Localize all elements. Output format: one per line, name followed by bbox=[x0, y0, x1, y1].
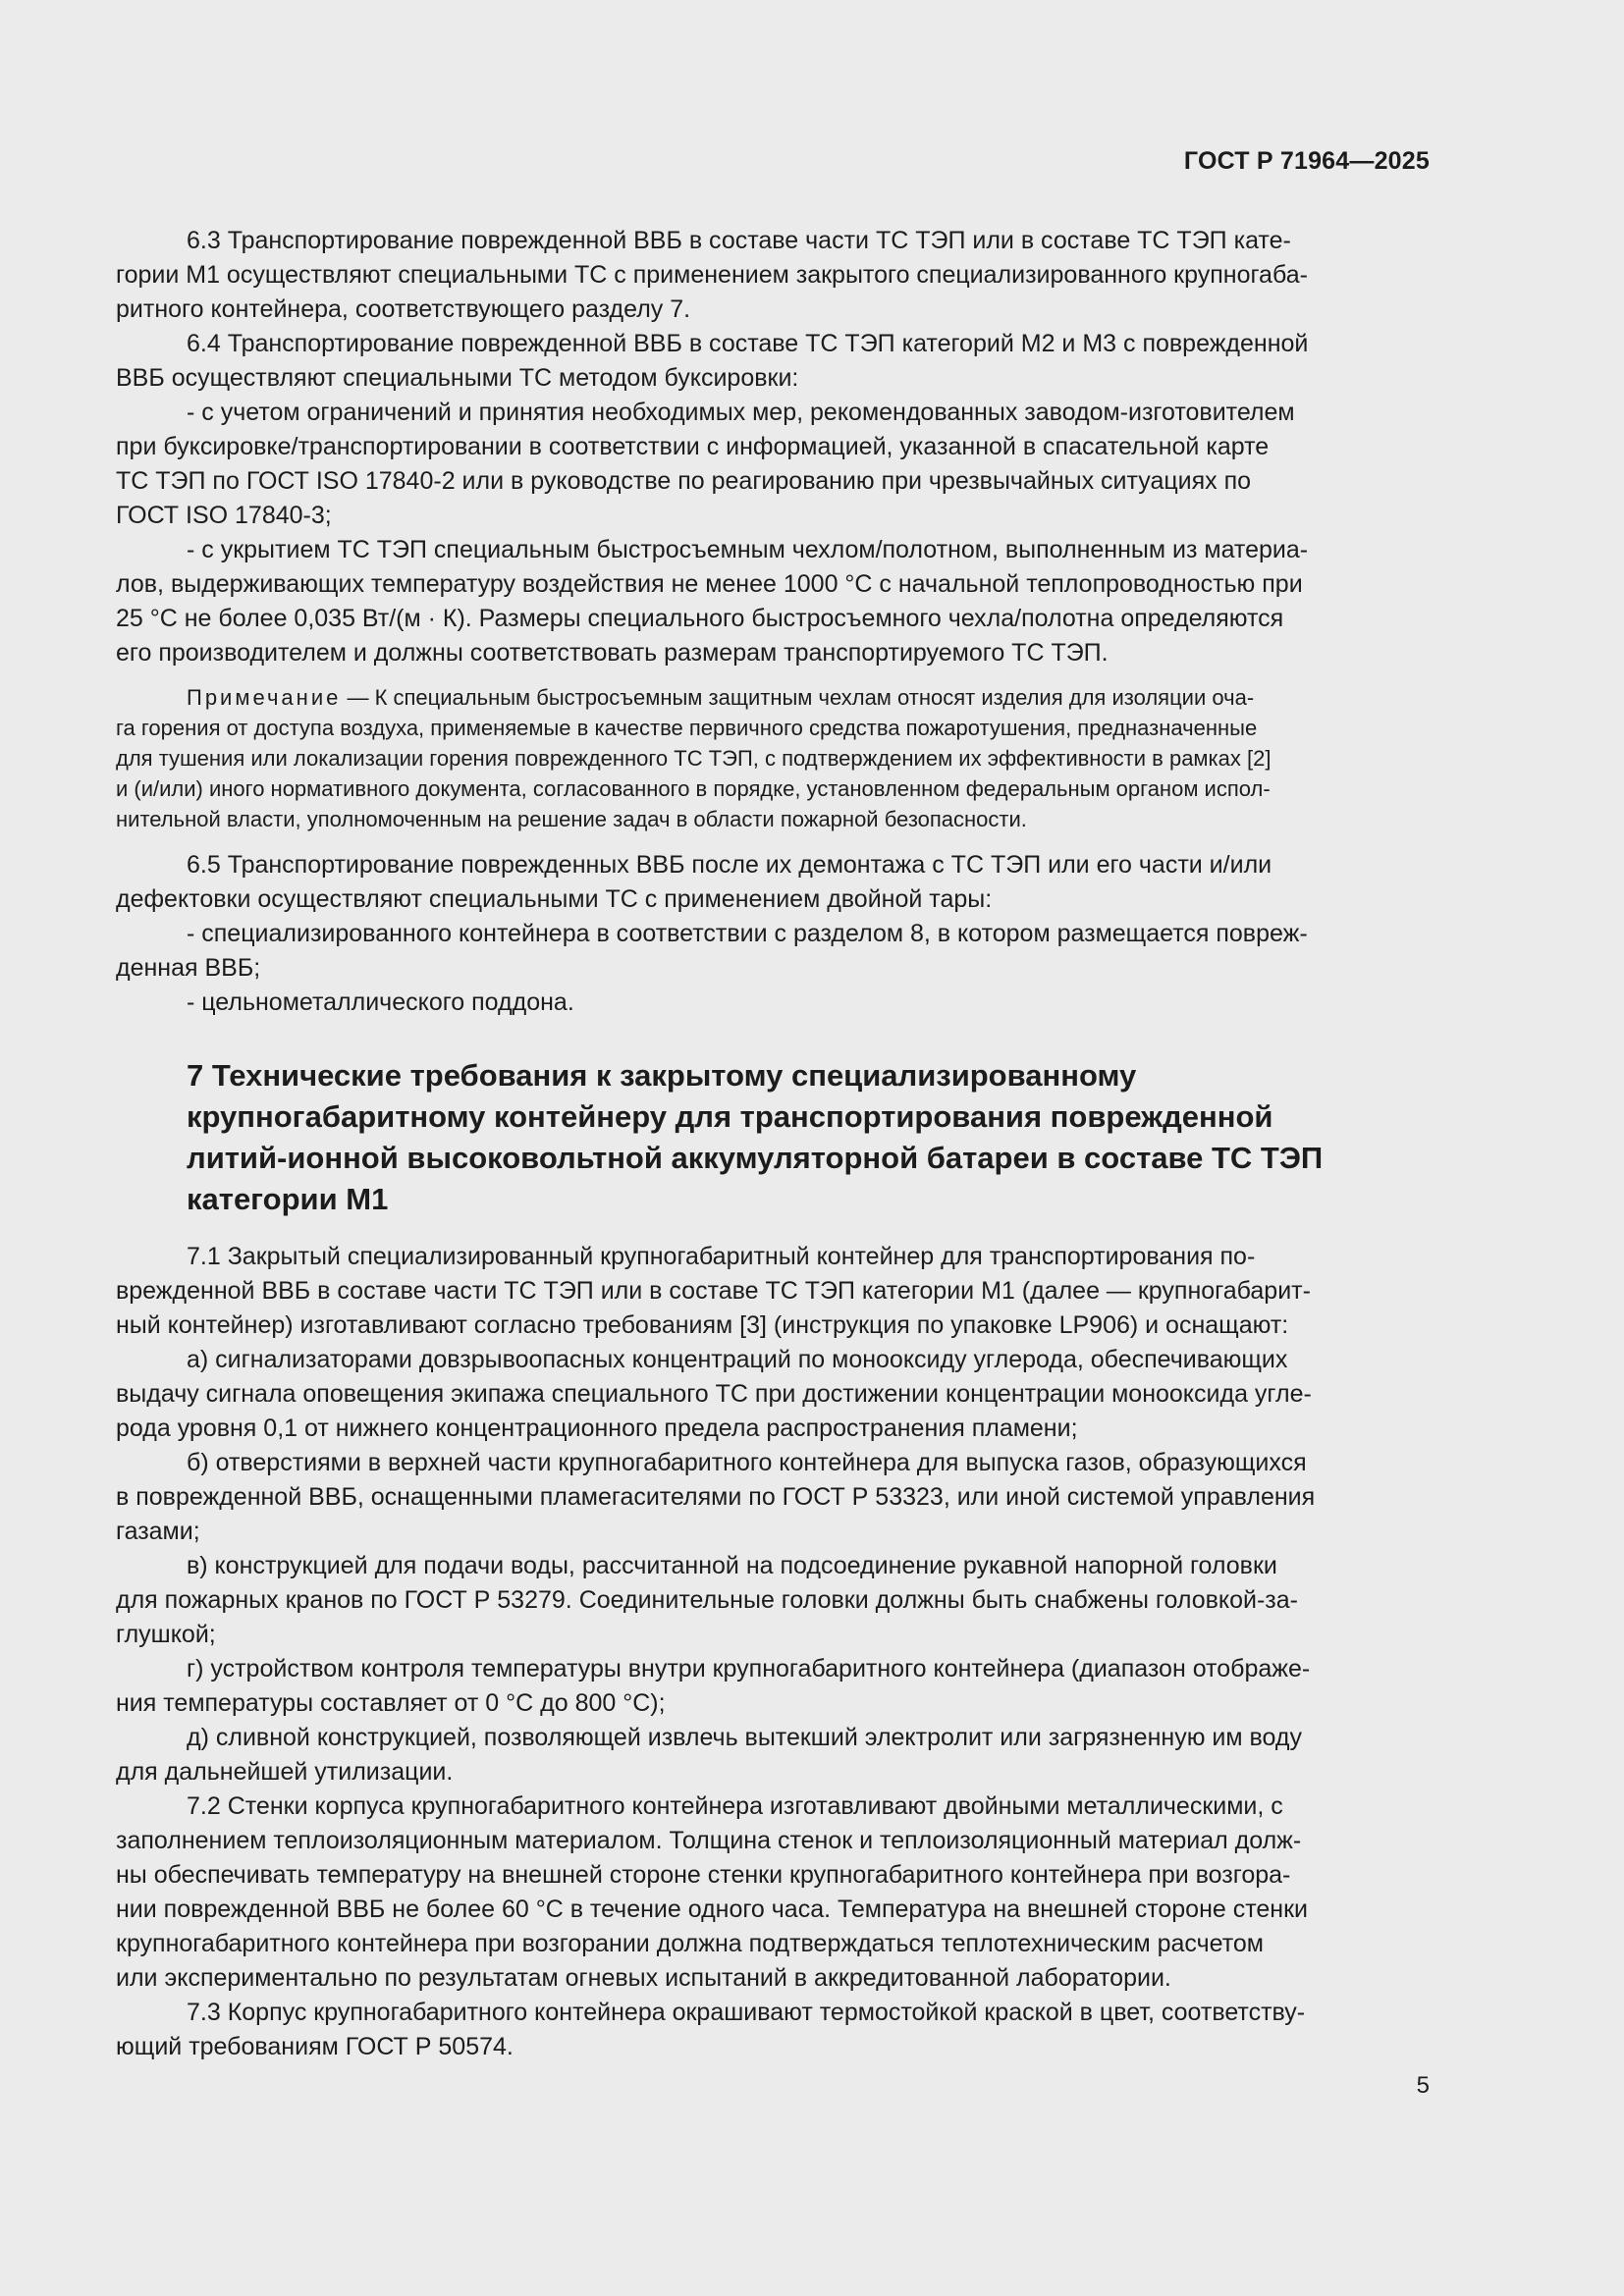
list-item-a: а) сигнализаторами довзрывоопасных концентраций по монооксиду углерода, обеспечивающих выдачу сигнала оповещения экипажа специального ТС при достижении концентрации монооксида угле- рода уровня 0,1 от нижнего концентрационного предела распространения пламени; bbox=[116, 1346, 1312, 1442]
list-item-d: д) сливной конструкцией, позволяющей извлечь вытекший электролит или загрязненную им воду для дальнейшей утилизации. bbox=[116, 1724, 1302, 1786]
paragraph-6-4: 6.4 Транспортирование поврежденной ВВБ в составе ТС ТЭП категорий М2 и М3 с поврежденной ВВБ осуществляют специальными ТС методом буксировки: bbox=[116, 330, 1309, 392]
paragraph-7-1: 7.1 Закрытый специализированный крупногабаритный контейнер для транспортирования по- врежденной ВВБ в составе части ТС ТЭП или в составе ТС ТЭП категории М1 (далее — крупногабарит- ный контейнер) изготавливают согласно требованиям [3] (инструкция по упаковке LP906) и оснащают: bbox=[116, 1243, 1311, 1339]
note-text: — К специальным быстросъемным защитным чехлам относят изделия для изоляции оча- га горения от доступа воздуха, применяемые в качестве первичного средства пожаротушения, предназначенные для тушения или локализации горения поврежденного ТС ТЭП, с подтверждением их эффективности в рамках [2] и (и/или) иного нормативного документа, согласованного в порядке, установленном федеральным органом испол- нительной власти, уполномоченным на решение задач в области пожарной безопасности. bbox=[116, 685, 1272, 831]
paragraph-7-2: 7.2 Стенки корпуса крупногабаритного контейнера изготавливают двойными металлическими, с заполнением теплоизоляционным материалом. Толщина стенок и теплоизоляционный материал долж- ны обеспечивать температуру на внешней стороне стенки крупногабаритного контейнера при возгора- нии поврежденной ВВБ не более 60 °С в течение одного часа. Температура на внешней стороне стенки крупногабаритного контейнера при возгорании должна подтверждаться теплотехническим расчетом или экспериментально по результатам огневых испытаний в аккредитованной лаборатории. bbox=[116, 1792, 1309, 1992]
paragraph-7-3: 7.3 Корпус крупногабаритного контейнера окрашивают термостойкой краской в цвет, соответству- ющий требованиям ГОСТ Р 50574. bbox=[116, 1999, 1306, 2060]
list-item-b: б) отверстиями в верхней части крупногабаритного контейнера для выпуска газов, образующихся в поврежденной ВВБ, оснащенными пламегасителями по ГОСТ Р 53323, или иной системой управления газами; bbox=[116, 1449, 1316, 1545]
list-item-metal-pallet: - цельнометаллического поддона. bbox=[187, 988, 574, 1016]
note-label: Примечание bbox=[187, 685, 342, 710]
note bbox=[116, 682, 1430, 834]
document-id-header: ГОСТ Р 71964—2025 bbox=[1183, 147, 1430, 175]
list-item-g: г) устройством контроля температуры внутри крупногабаритного контейнера (диапазон отображе- ния температуры составляет от 0 °С до 800 °С); bbox=[116, 1655, 1311, 1717]
paragraph-6-3: 6.3 Транспортирование поврежденной ВВБ в составе части ТС ТЭП или в составе ТС ТЭП кате- гории М1 осуществляют специальными ТС с применением закрытого специализированного крупногаба- ритного контейнера, соответствующего разделу 7. bbox=[116, 227, 1308, 323]
page-number: 5 bbox=[1416, 2072, 1430, 2099]
list-item-towing-restrictions: - с учетом ограничений и принятия необходимых мер, рекомендованных заводом-изготовителем при буксировке/транспортировании в соответствии с информацией, указанной в спасательной карте ТС ТЭП по ГОСТ ISO 17840-2 или в руководстве по реагированию при чрезвычайных ситуациях по ГОСТ ISO 17840-3; bbox=[116, 399, 1295, 529]
paragraph-6-5: 6.5 Транспортирование поврежденных ВВБ после их демонтажа с ТС ТЭП или его части и/или дефектовки осуществляют специальными ТС с применением двойной тары: bbox=[116, 851, 1272, 913]
list-item-special-container: - специализированного контейнера в соответствии с разделом 8, в котором размещается повреж- денная ВВБ; bbox=[116, 920, 1308, 982]
page-content bbox=[116, 224, 1430, 2064]
list-item-v: в) конструкцией для подачи воды, рассчитанной на подсоединение рукавной напорной головки для пожарных кранов по ГОСТ Р 53279. Соединительные головки должны быть снабжены головкой-за- глушкой; bbox=[116, 1552, 1298, 1648]
list-item-cover-blanket: - с укрытием ТС ТЭП специальным быстросъемным чехлом/полотном, выполненным из материа- лов, выдерживающих температуру воздействия не менее 1000 °С с начальной теплопроводностью при 25 °С не более 0,035 Вт/(м · К). Размеры специального быстросъемного чехла/полотна определяются его производителем и должны соответствовать размерам транспортируемого ТС ТЭП. bbox=[116, 536, 1309, 667]
section-7-heading: 7 Технические требования к закрытому специализированному крупногабаритному контейнеру для транспортирования поврежденной литий-ионной высоковольтной аккумуляторной батареи в составе ТС ТЭП категории М1 bbox=[187, 1058, 1324, 1216]
